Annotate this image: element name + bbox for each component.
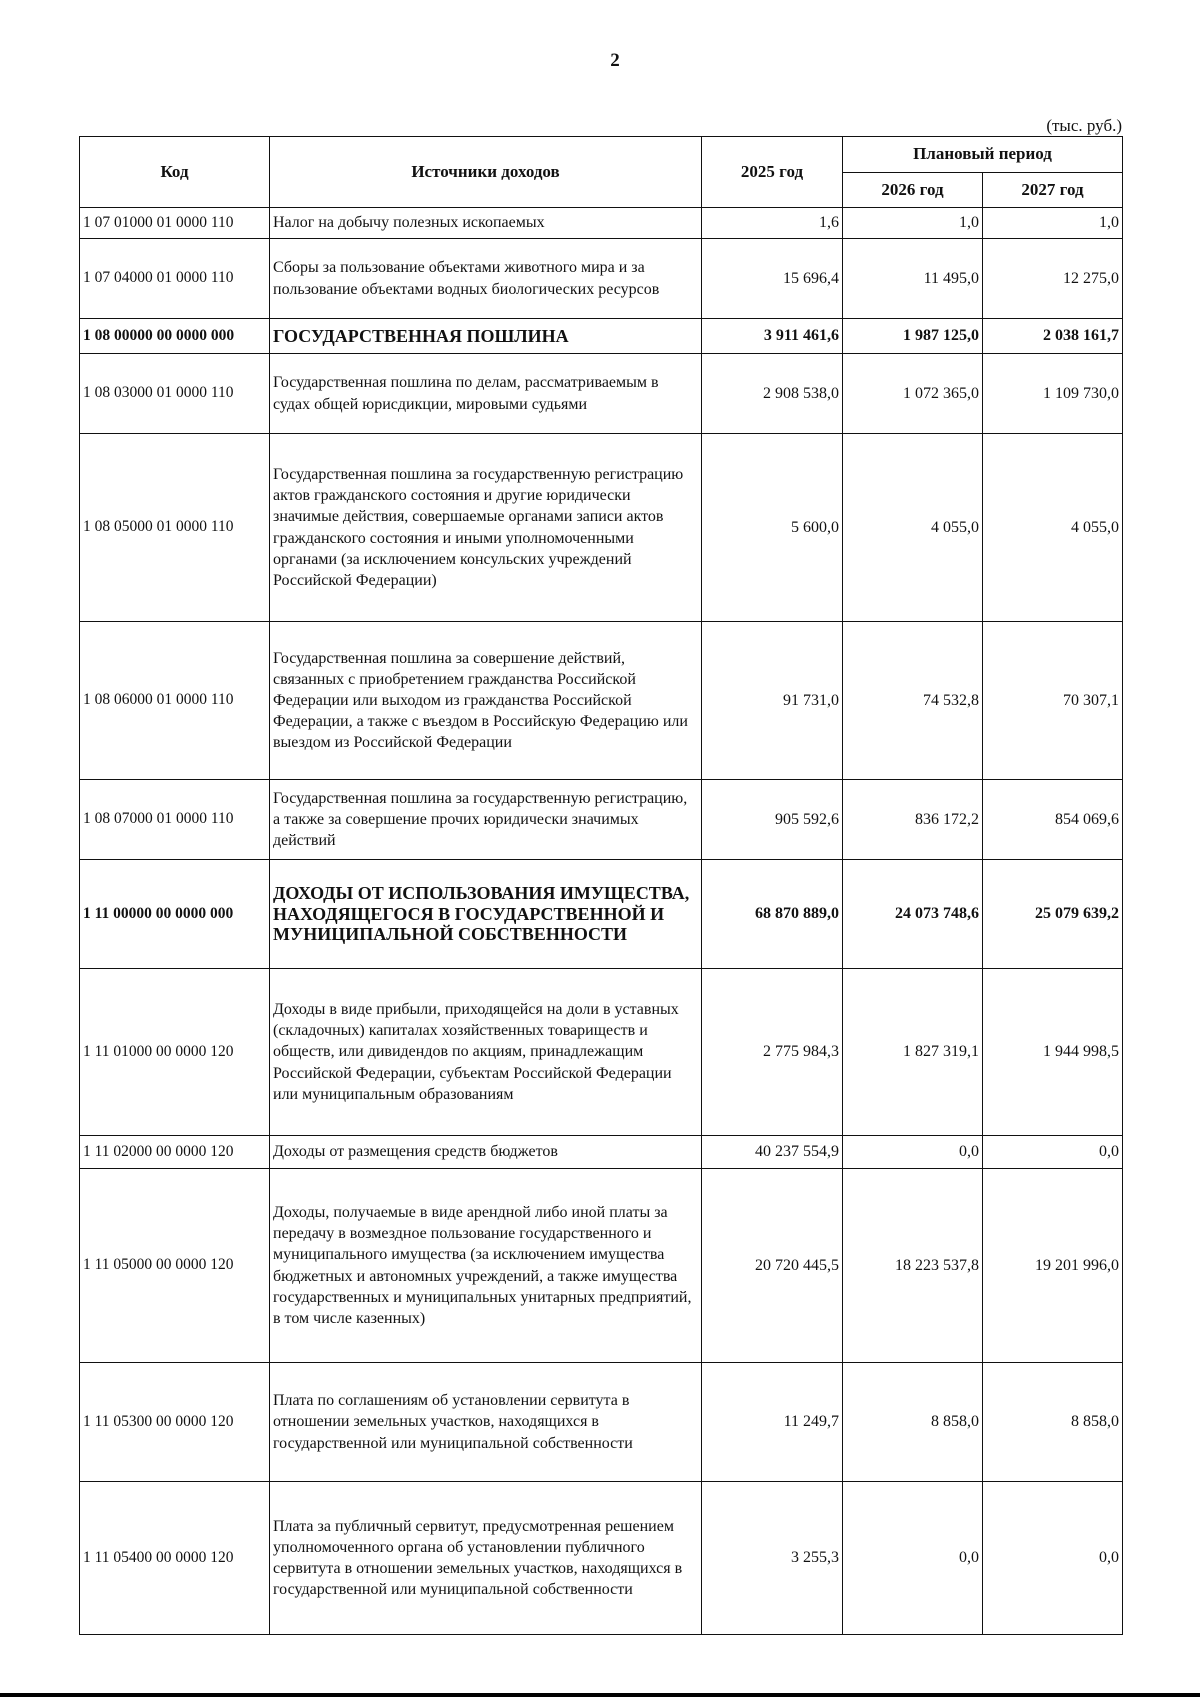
- table-row: [80, 1136, 1123, 1169]
- row-code: 1 11 05000 00 0000 120: [80, 1169, 270, 1363]
- row-code: 1 11 02000 00 0000 120: [80, 1136, 270, 1169]
- header-year-2027: 2027 год: [983, 172, 1123, 208]
- header-code: Код: [80, 137, 270, 208]
- table-row: [80, 1169, 1123, 1363]
- row-value-2026: 0,0: [843, 1482, 983, 1635]
- row-value-2025: 11 249,7: [702, 1363, 843, 1482]
- row-code: 1 07 01000 01 0000 110: [80, 208, 270, 239]
- row-source: Сборы за пользование объектами животного мира и за пользование объектами водных биологических ресурсов: [270, 239, 702, 319]
- row-value-2026: 0,0: [843, 1136, 983, 1169]
- row-source: Доходы от размещения средств бюджетов: [270, 1136, 702, 1169]
- row-code: 1 08 00000 00 0000 000: [80, 319, 270, 354]
- table-row: [80, 208, 1123, 239]
- row-value-2025: 2 908 538,0: [702, 354, 843, 434]
- row-value-2026: 1 987 125,0: [843, 319, 983, 354]
- table-row: [80, 354, 1123, 434]
- row-value-2025: 1,6: [702, 208, 843, 239]
- table-row: [80, 860, 1123, 969]
- header-year-2025: 2025 год: [702, 137, 843, 208]
- row-value-2025: 3 255,3: [702, 1482, 843, 1635]
- row-code: 1 08 05000 01 0000 110: [80, 434, 270, 622]
- row-value-2025: 40 237 554,9: [702, 1136, 843, 1169]
- row-value-2027: 12 275,0: [983, 239, 1123, 319]
- row-value-2027: 1,0: [983, 208, 1123, 239]
- row-source: Плата по соглашениям об установлении сервитута в отношении земельных участков, находящихся в государственной или муниципальной собственности: [270, 1363, 702, 1482]
- row-source: ДОХОДЫ ОТ ИСПОЛЬЗОВАНИЯ ИМУЩЕСТВА, НАХОДЯЩЕГОСЯ В ГОСУДАРСТВЕННОЙ И МУНИЦИПАЛЬНОЙ СОБСТВЕННОСТИ: [270, 860, 702, 969]
- row-value-2026: 11 495,0: [843, 239, 983, 319]
- row-value-2027: 70 307,1: [983, 622, 1123, 780]
- row-value-2025: 5 600,0: [702, 434, 843, 622]
- row-code: 1 11 05400 00 0000 120: [80, 1482, 270, 1635]
- row-source: Государственная пошлина за государственную регистрацию, а также за совершение прочих юридически значимых действий: [270, 780, 702, 860]
- table-row: [80, 622, 1123, 780]
- row-value-2026: 74 532,8: [843, 622, 983, 780]
- table-row: [80, 1363, 1123, 1482]
- row-value-2025: 3 911 461,6: [702, 319, 843, 354]
- header-planned-period: Плановый период: [843, 137, 1123, 173]
- row-value-2026: 24 073 748,6: [843, 860, 983, 969]
- row-value-2026: 1,0: [843, 208, 983, 239]
- page-bottom-edge: [0, 1693, 1200, 1697]
- row-code: 1 11 01000 00 0000 120: [80, 969, 270, 1136]
- row-value-2025: 905 592,6: [702, 780, 843, 860]
- row-value-2026: 1 072 365,0: [843, 354, 983, 434]
- row-code: 1 08 03000 01 0000 110: [80, 354, 270, 434]
- row-value-2026: 8 858,0: [843, 1363, 983, 1482]
- table-row: [80, 969, 1123, 1136]
- row-value-2026: 1 827 319,1: [843, 969, 983, 1136]
- row-source: Доходы в виде прибыли, приходящейся на доли в уставных (складочных) капиталах хозяйственных товариществ и обществ, или дивидендов по акциям, принадлежащим Российской Федерации, субъектам Российской Федерации или муниципальным образованиям: [270, 969, 702, 1136]
- row-value-2027: 8 858,0: [983, 1363, 1123, 1482]
- row-value-2025: 68 870 889,0: [702, 860, 843, 969]
- row-code: 1 08 06000 01 0000 110: [80, 622, 270, 780]
- row-value-2027: 19 201 996,0: [983, 1169, 1123, 1363]
- table-row: [80, 239, 1123, 319]
- row-value-2026: 18 223 537,8: [843, 1169, 983, 1363]
- row-value-2025: 91 731,0: [702, 622, 843, 780]
- row-value-2027: 0,0: [983, 1482, 1123, 1635]
- header-year-2026: 2026 год: [843, 172, 983, 208]
- units-label: (тыс. руб.): [1046, 116, 1122, 135]
- row-code: 1 11 00000 00 0000 000: [80, 860, 270, 969]
- revenue-table: [79, 136, 1123, 1635]
- row-value-2025: 20 720 445,5: [702, 1169, 843, 1363]
- header-row-1: [80, 137, 1123, 173]
- row-source: Плата за публичный сервитут, предусмотренная решением уполномоченного органа об установлении публичного сервитута в отношении земельных участков, находящихся в государственной или муниципальной собственности: [270, 1482, 702, 1635]
- row-value-2025: 15 696,4: [702, 239, 843, 319]
- row-code: 1 11 05300 00 0000 120: [80, 1363, 270, 1482]
- row-source: Доходы, получаемые в виде арендной либо иной платы за передачу в возмездное пользование государственного и муниципального имущества (за исключением имущества бюджетных и автономных учреждений, а также имущества государственных и муниципальных унитарных предприятий, в том числе казенных): [270, 1169, 702, 1363]
- row-code: 1 07 04000 01 0000 110: [80, 239, 270, 319]
- table-row: [80, 319, 1123, 354]
- row-value-2026: 836 172,2: [843, 780, 983, 860]
- row-value-2027: 854 069,6: [983, 780, 1123, 860]
- page-number: 2: [610, 50, 620, 71]
- row-value-2027: 1 944 998,5: [983, 969, 1123, 1136]
- table-row: [80, 434, 1123, 622]
- header-source: Источники доходов: [270, 137, 702, 208]
- row-source: ГОСУДАРСТВЕННАЯ ПОШЛИНА: [270, 319, 702, 354]
- table-row: [80, 780, 1123, 860]
- row-value-2026: 4 055,0: [843, 434, 983, 622]
- row-value-2027: 1 109 730,0: [983, 354, 1123, 434]
- table-body: [80, 208, 1123, 1635]
- row-source: Государственная пошлина за государственную регистрацию актов гражданского состояния и другие юридически значимые действия, совершаемые органами записи актов гражданского состояния и иными уполномоченными органами (за исключением консульских учреждений Российской Федерации): [270, 434, 702, 622]
- row-value-2027: 0,0: [983, 1136, 1123, 1169]
- row-value-2027: 25 079 639,2: [983, 860, 1123, 969]
- row-source: Налог на добычу полезных ископаемых: [270, 208, 702, 239]
- row-source: Государственная пошлина за совершение действий, связанных с приобретением гражданства Российской Федерации или выходом из гражданства Российской Федерации, а также с въездом в Российскую Федерацию или выездом из Российской Федерации: [270, 622, 702, 780]
- row-source: Государственная пошлина по делам, рассматриваемым в судах общей юрисдикции, мировыми судьями: [270, 354, 702, 434]
- table-row: [80, 1482, 1123, 1635]
- row-value-2027: 4 055,0: [983, 434, 1123, 622]
- row-value-2025: 2 775 984,3: [702, 969, 843, 1136]
- row-code: 1 08 07000 01 0000 110: [80, 780, 270, 860]
- row-value-2027: 2 038 161,7: [983, 319, 1123, 354]
